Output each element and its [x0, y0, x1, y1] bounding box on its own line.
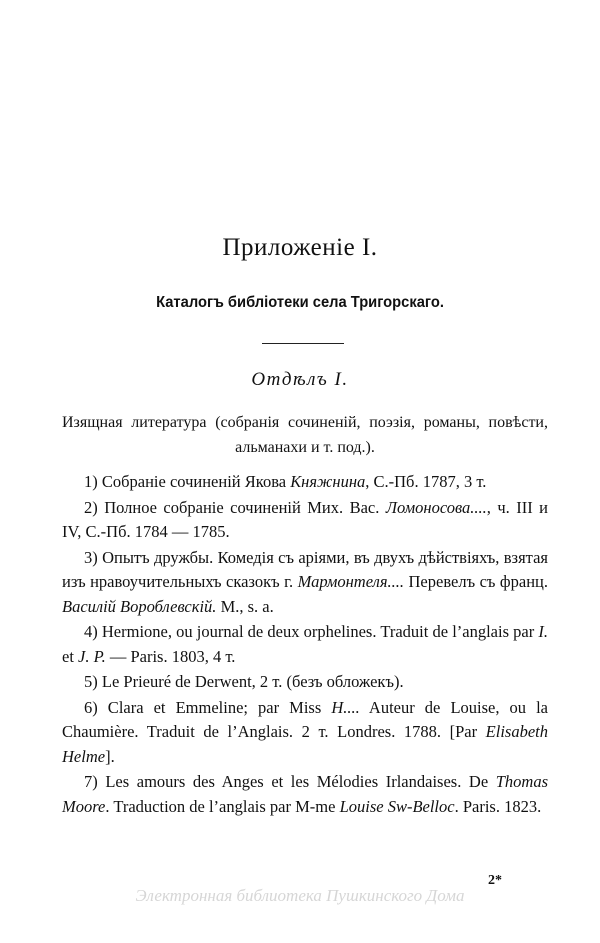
entry-author: Мармонтеля.... — [297, 572, 405, 591]
entry-author: I. — [538, 622, 548, 641]
catalog-entry — [62, 496, 548, 545]
entry-text: . Paris. 1823. — [454, 796, 542, 816]
entry-text: , ч. III и IV, С.-Пб. 1784 — 1785. — [62, 497, 548, 541]
page-number: 2* — [488, 873, 502, 888]
section-description: Изящная литература (собранiя сочиненiй, поэзiя, романы, повѣсти, альманахи и т. под.). — [62, 414, 548, 456]
entry-author: Княжнина — [290, 472, 366, 491]
entry-text: et — [62, 646, 79, 666]
catalog-entry — [62, 546, 548, 620]
entry-text: 4) Hermione, ou journal de deux orphelines. Traduit de l’anglais par — [84, 622, 539, 641]
entry-text: 2) Полное собранiе сочиненiй Мих. Вас. — [84, 497, 386, 517]
catalog-entry — [62, 620, 548, 669]
entry-translator: Василiй Вороблевскiй. — [62, 596, 217, 616]
entry-author: H.... — [331, 697, 360, 717]
entry-text: 7) Les amours des Anges et les Mélodies Irlandaises. De — [84, 772, 496, 791]
catalog-entry — [62, 670, 548, 695]
section-title: Отдѣлъ I. — [251, 369, 349, 390]
entry-translator: Louise Sw-Belloc — [339, 796, 455, 816]
entry-author: Ломоносова.... — [385, 497, 487, 517]
entry-text: 5) Le Prieuré de Derwent, 2 т. (безъ обложекъ). — [84, 672, 404, 691]
entry-text: 1) Собранiе сочиненiй Якова — [84, 472, 291, 491]
entry-text: 6) Clara et Emmeline; par Miss — [84, 697, 332, 717]
catalog-entry — [62, 696, 548, 770]
catalog-entries — [62, 470, 548, 820]
entry-text: — Paris. 1803, 4 т. — [105, 646, 236, 666]
entry-text: , С.-Пб. 1787, 3 т. — [365, 472, 487, 491]
catalog-entry — [62, 770, 548, 819]
entry-text: ]. — [105, 746, 115, 766]
entry-author: J. P. — [78, 646, 106, 666]
entry-author: Thomas Moore — [62, 772, 548, 816]
entry-author: Elisabeth Helme — [62, 722, 548, 766]
entry-text: . Traduction de l’anglais par M-me — [105, 796, 340, 816]
entry-text: М., s. a. — [216, 596, 274, 616]
entry-text: Перевелъ съ франц. — [404, 572, 548, 591]
appendix-title: Приложенiе I. — [222, 234, 378, 261]
entry-text: 3) Опытъ дружбы. Комедiя съ арiями, въ двухъ дѣйствiяхъ, взятая изъ нравоучительныхъ сказокъ г. — [62, 547, 548, 591]
watermark: Электронная библиотека Пушкинского Дома — [135, 886, 465, 905]
title-divider — [262, 343, 344, 344]
catalog-entry — [62, 470, 548, 495]
catalog-title: Каталогъ библiотеки села Тригорскаго. — [156, 294, 444, 311]
entry-text: Auteur de Louise, ou la Chaumière. Traduit de l’Anglais. 2 т. Londres. 1788. [Par — [62, 697, 549, 741]
